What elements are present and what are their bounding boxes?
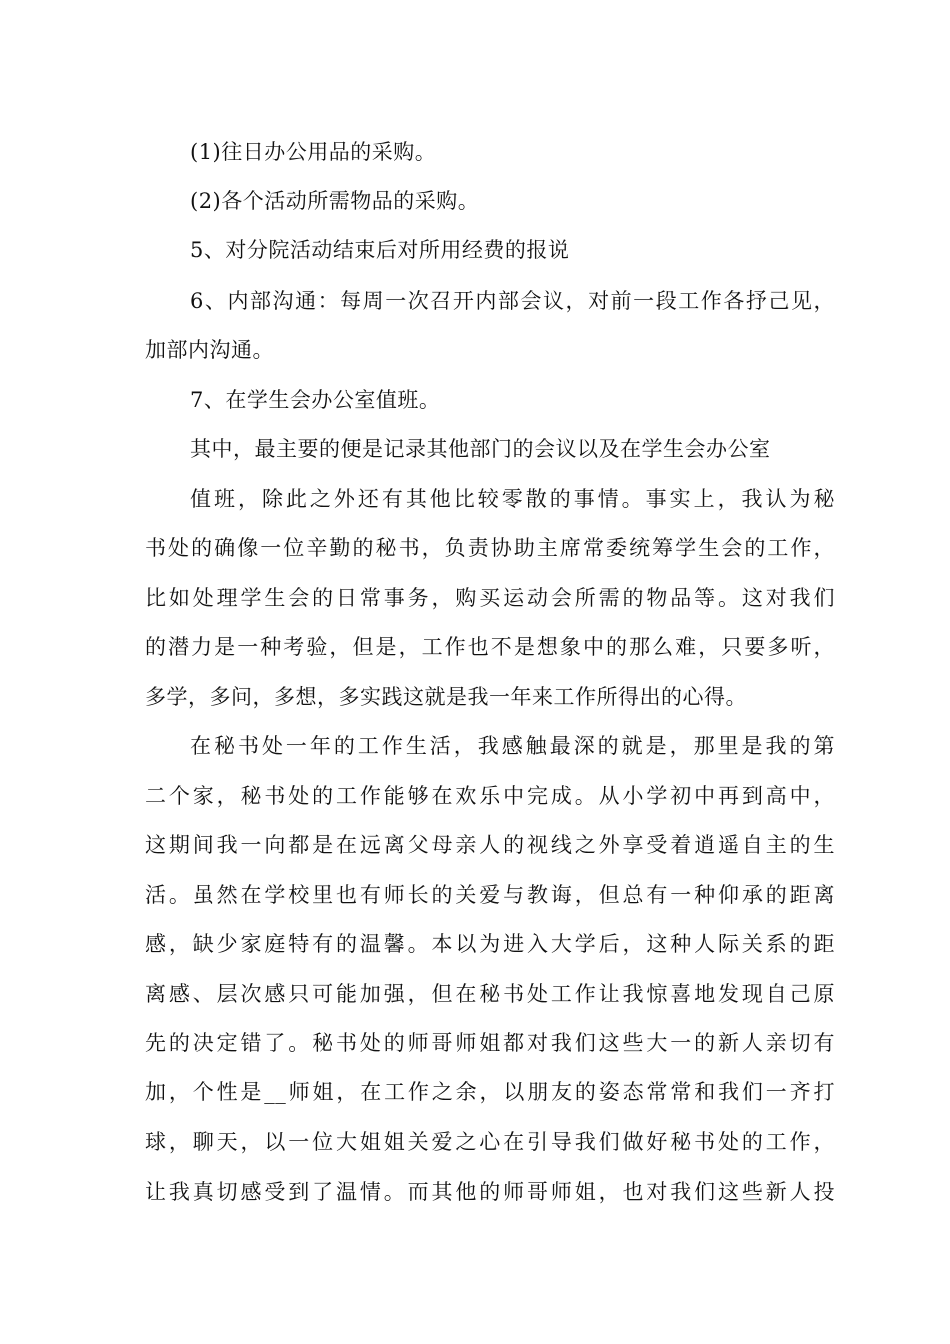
text-line-9: 书处的确像一位辛勤的秘书，负责协助主席常委统筹学生会的工作， (145, 536, 835, 560)
text-line-5: 加部内沟通。 (145, 338, 274, 362)
text-line-16: 活。虽然在学校里也有师长的关爱与教诲，但总有一种仰承的距离 (145, 883, 835, 907)
text-line-8: 值班，除此之外还有其他比较零散的事情。事实上，我认为秘 (190, 487, 835, 511)
text-line-1: (1)往日办公用品的采购。 (190, 140, 437, 164)
text-line-10: 比如处理学生会的日常事务，购买运动会所需的物品等。这对我们 (145, 586, 835, 610)
text-line-13: 在秘书处一年的工作生活，我感触最深的就是，那里是我的第 (190, 734, 835, 758)
text-line-19: 先的决定错了。秘书处的师哥师姐都对我们这些大一的新人亲切有 (145, 1031, 835, 1055)
text-line-22: 让我真切感受到了温情。而其他的师哥师姐，也对我们这些新人投 (145, 1180, 835, 1204)
text-line-18: 离感、层次感只可能加强，但在秘书处工作让我惊喜地发现自己原 (145, 982, 835, 1006)
text-line-7: 其中，最主要的便是记录其他部门的会议以及在学生会办公室 (190, 437, 771, 461)
text-line-3: 5、对分院活动结束后对所用经费的报说 (190, 238, 570, 262)
text-line-14: 二个家，秘书处的工作能够在欢乐中完成。从小学初中再到高中， (145, 784, 835, 808)
text-line-12: 多学，多问，多想，多实践这就是我一年来工作所得出的心得。 (145, 685, 747, 709)
text-line-11: 的潜力是一种考验，但是，工作也不是想象中的那么难，只要多听， (145, 635, 835, 659)
text-line-20: 加，个性是__师姐，在工作之余，以朋友的姿态常常和我们一齐打 (145, 1080, 835, 1104)
text-line-17: 感，缺少家庭特有的温馨。本以为进入大学后，这种人际关系的距 (145, 932, 835, 956)
text-line-15: 这期间我一向都是在远离父母亲人的视线之外享受着逍遥自主的生 (145, 833, 835, 857)
text-line-21: 球，聊天，以一位大姐姐关爱之心在引导我们做好秘书处的工作， (145, 1130, 835, 1154)
text-line-4: 6、内部沟通：每周一次召开内部会议，对前一段工作各抒己见， (190, 289, 835, 313)
text-line-2: (2)各个活动所需物品的采购。 (190, 189, 480, 213)
text-line-6: 7、在学生会办公室值班。 (190, 388, 441, 412)
